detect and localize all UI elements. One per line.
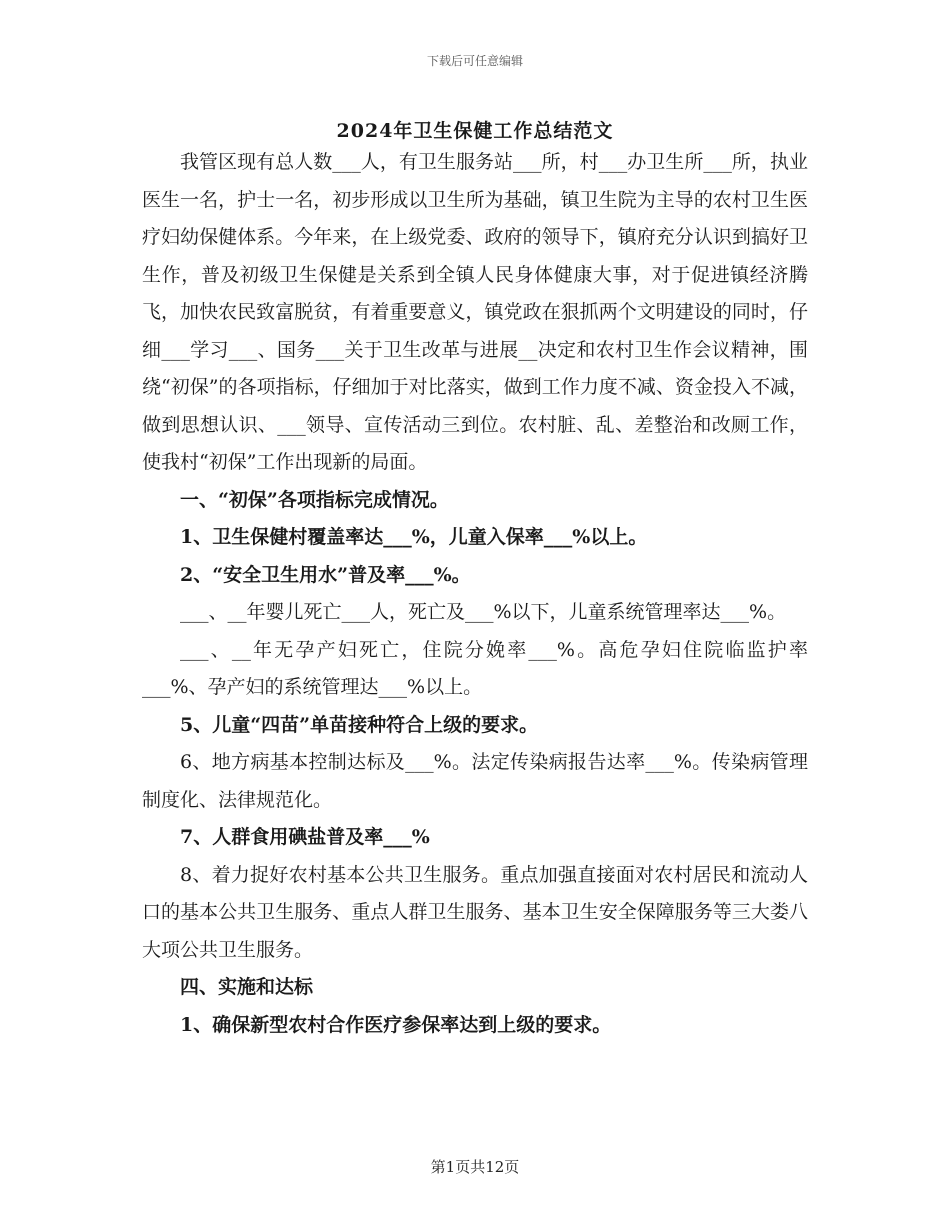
list-item-1: 1、卫生保健村覆盖率达___%，儿童入保率___%以上。 bbox=[180, 526, 648, 548]
list-item-6: 6、地方病基本控制达标及___%。法定传染病报告达率___%。传染病管理制度化、法律规范化。 bbox=[142, 751, 808, 811]
paragraph-intro: 我管区现有总人数___人，有卫生服务站___所，村___办卫生所___所，执业医生一名，护士一名，初步形成以卫生所为基础，镇卫生院为主导的农村卫生医疗妇幼保健体系。今年来，在上级党委、政府的领导下，镇府充分认识到搞好卫生作，普及初级卫生保健是关系到全镇人民身体健康大事，对于促进镇经济腾飞，加快农民致富脱贫，有着重要意义，镇党政在狠抓两个文明建设的同时，仔细___学习___、国务___关于卫生改革与进展__决定和农村卫生作会议精神，围绕“初保”的各项指标，仔细加于对比落实，做到工作力度不减、资金投入不减，做到思想认识、___领导、宣传活动三到位。农村脏、乱、差整治和改厕工作，使我村“初保”工作出现新的局面。 bbox=[142, 151, 808, 473]
document-title: 2024年卫生保健工作总结范文 bbox=[336, 120, 614, 142]
list-item-8: 8、着力捉好农村基本公共卫生服务。重点加强直接面对农村居民和流动人口的基本公共卫生服务、重点人群卫生服务、基本卫生安全保障服务等三大娄八大项公共卫生服务。 bbox=[142, 863, 808, 961]
section-heading-4: 四、实施和达标 bbox=[180, 976, 314, 998]
list-item-4: ___、__年无孕产妇死亡，住院分娩率___%。高危孕妇住院临监护率___%、孕产妇的系统管理达___%以上。 bbox=[142, 638, 808, 698]
document-body bbox=[142, 144, 808, 1044]
list-item-3: ___、__年婴儿死亡___人，死亡及___%以下，儿童系统管理率达___%。 bbox=[180, 601, 787, 623]
page-number: 第1页共12页 bbox=[430, 1158, 520, 1176]
list-item-7: 7、人群食用碘盐普及率___% bbox=[180, 826, 430, 848]
list-item-2: 2、“安全卫生用水”普及率___%。 bbox=[180, 563, 471, 586]
section-4-item-1: 1、确保新型农村合作医疗参保率达到上级的要求。 bbox=[180, 1013, 612, 1036]
section-heading-1: 一、“初保”各项指标完成情况。 bbox=[180, 488, 449, 511]
list-item-5: 5、儿童“四苗”单苗接种符合上级的要求。 bbox=[180, 713, 539, 736]
page-header-note: 下载后可任意编辑 bbox=[426, 54, 523, 68]
